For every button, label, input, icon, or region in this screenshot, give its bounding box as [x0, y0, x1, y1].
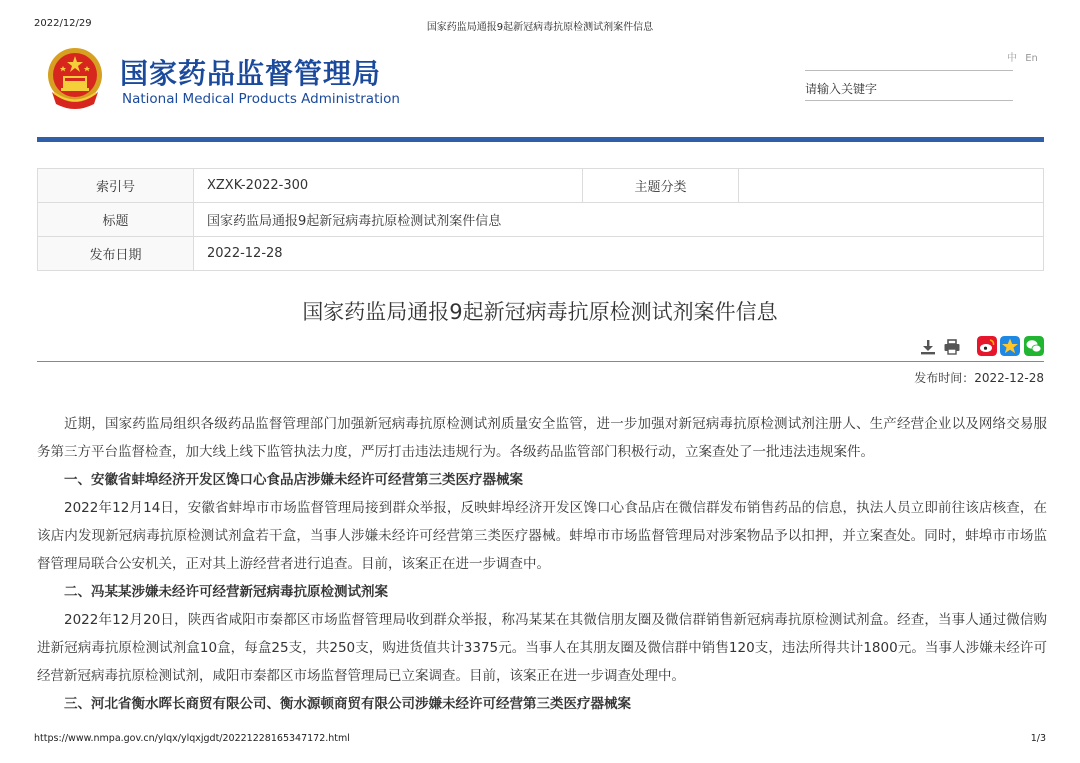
meta-row-index [38, 169, 1044, 203]
print-date: 2022/12/29 [34, 18, 92, 29]
qzone-icon[interactable] [1000, 336, 1020, 356]
national-emblem-logo[interactable] [44, 46, 106, 110]
print-page-number: 1/3 [1030, 733, 1046, 744]
meta-date-value: 2022-12-28 [194, 237, 1044, 271]
meta-index-label: 索引号 [38, 169, 194, 203]
article-body [37, 410, 1047, 718]
meta-category-value [739, 169, 1044, 203]
site-name-cn: 国家药品监督管理局 [120, 57, 382, 90]
header-bar [37, 137, 1044, 142]
wechat-icon[interactable] [1024, 336, 1044, 356]
section-heading: 二、冯某某涉嫌未经许可经营新冠病毒抗原检测试剂案 [64, 584, 388, 600]
print-icon[interactable] [943, 338, 961, 356]
meta-title-label: 标题 [38, 203, 194, 237]
meta-category-label: 主题分类 [583, 169, 739, 203]
lang-zh-link[interactable]: 中 [1007, 53, 1017, 64]
print-page-title: 国家药监局通报9起新冠病毒抗原检测试剂案件信息 [426, 22, 654, 33]
paragraph: 2022年12月20日，陕西省咸阳市秦都区市场监督管理局收到群众举报，称冯某某在其微信朋友圈及微信群销售新冠病毒抗原检测试剂盒。经查，当事人通过微信购进新冠病毒抗原检测试剂盒10盒，每盒25支，共250支，购进货值共计3375元。当事人在其朋友圈及微信群中销售120支，违法所得共计1800元。当事人涉嫌未经许可经营新冠病毒抗原检测试剂，咸阳市秦都区市场监督管理局已立案调查。目前，该案正在进一步调查处理中。 [37, 612, 1047, 684]
meta-title-value: 国家药监局通报9起新冠病毒抗原检测试剂案件信息 [194, 203, 1044, 237]
meta-date-label: 发布日期 [38, 237, 194, 271]
search-input[interactable] [805, 78, 1013, 101]
weibo-icon[interactable] [977, 336, 997, 356]
print-footer-url: https://www.nmpa.gov.cn/ylqx/ylqxjgdt/20221228165347172.html [34, 733, 350, 744]
title-divider [37, 361, 1044, 362]
meta-row-title [38, 203, 1044, 237]
article-title: 国家药监局通报9起新冠病毒抗原检测试剂案件信息 [302, 300, 778, 324]
meta-index-value: XZXK-2022-300 [194, 169, 583, 203]
section-heading: 三、河北省衡水晖长商贸有限公司、衡水源顿商贸有限公司涉嫌未经许可经营第三类医疗器械案 [64, 696, 631, 712]
download-icon[interactable] [919, 338, 937, 356]
lang-en-link[interactable]: En [1025, 53, 1038, 64]
header-divider [805, 70, 1013, 71]
article-meta-table [37, 168, 1044, 271]
section-heading: 一、安徽省蚌埠经济开发区馋口心食品店涉嫌未经许可经营第三类医疗器械案 [64, 472, 523, 488]
meta-row-date [38, 237, 1044, 271]
site-name-en: National Medical Products Administration [122, 91, 400, 107]
language-switch [1007, 49, 1043, 64]
paragraph: 2022年12月14日，安徽省蚌埠市市场监督管理局接到群众举报，反映蚌埠经济开发区馋口心食品店在微信群发布销售药品的信息，执法人员立即前往该店核查，在该店内发现新冠病毒抗原检测试剂盒若干盒，当事人涉嫌未经许可经营第三类医疗器械。蚌埠市市场监督管理局对涉案物品予以扣押，并立案查处。同时，蚌埠市市场监督管理局联合公安机关，正对其上游经营者进行追查。目前，该案正在进一步调查中。 [37, 500, 1047, 572]
paragraph: 近期，国家药监局组织各级药品监督管理部门加强新冠病毒抗原检测试剂质量安全监管，进一步加强对新冠病毒抗原检测试剂注册人、生产经营企业以及网络交易服务第三方平台监督检查，加大线上线下监管执法力度，严厉打击违法违规行为。各级药品监管部门积极行动，立案查处了一批违法违规案件。 [37, 416, 1047, 460]
publish-time: 发布时间：2022-12-28 [914, 371, 1044, 385]
